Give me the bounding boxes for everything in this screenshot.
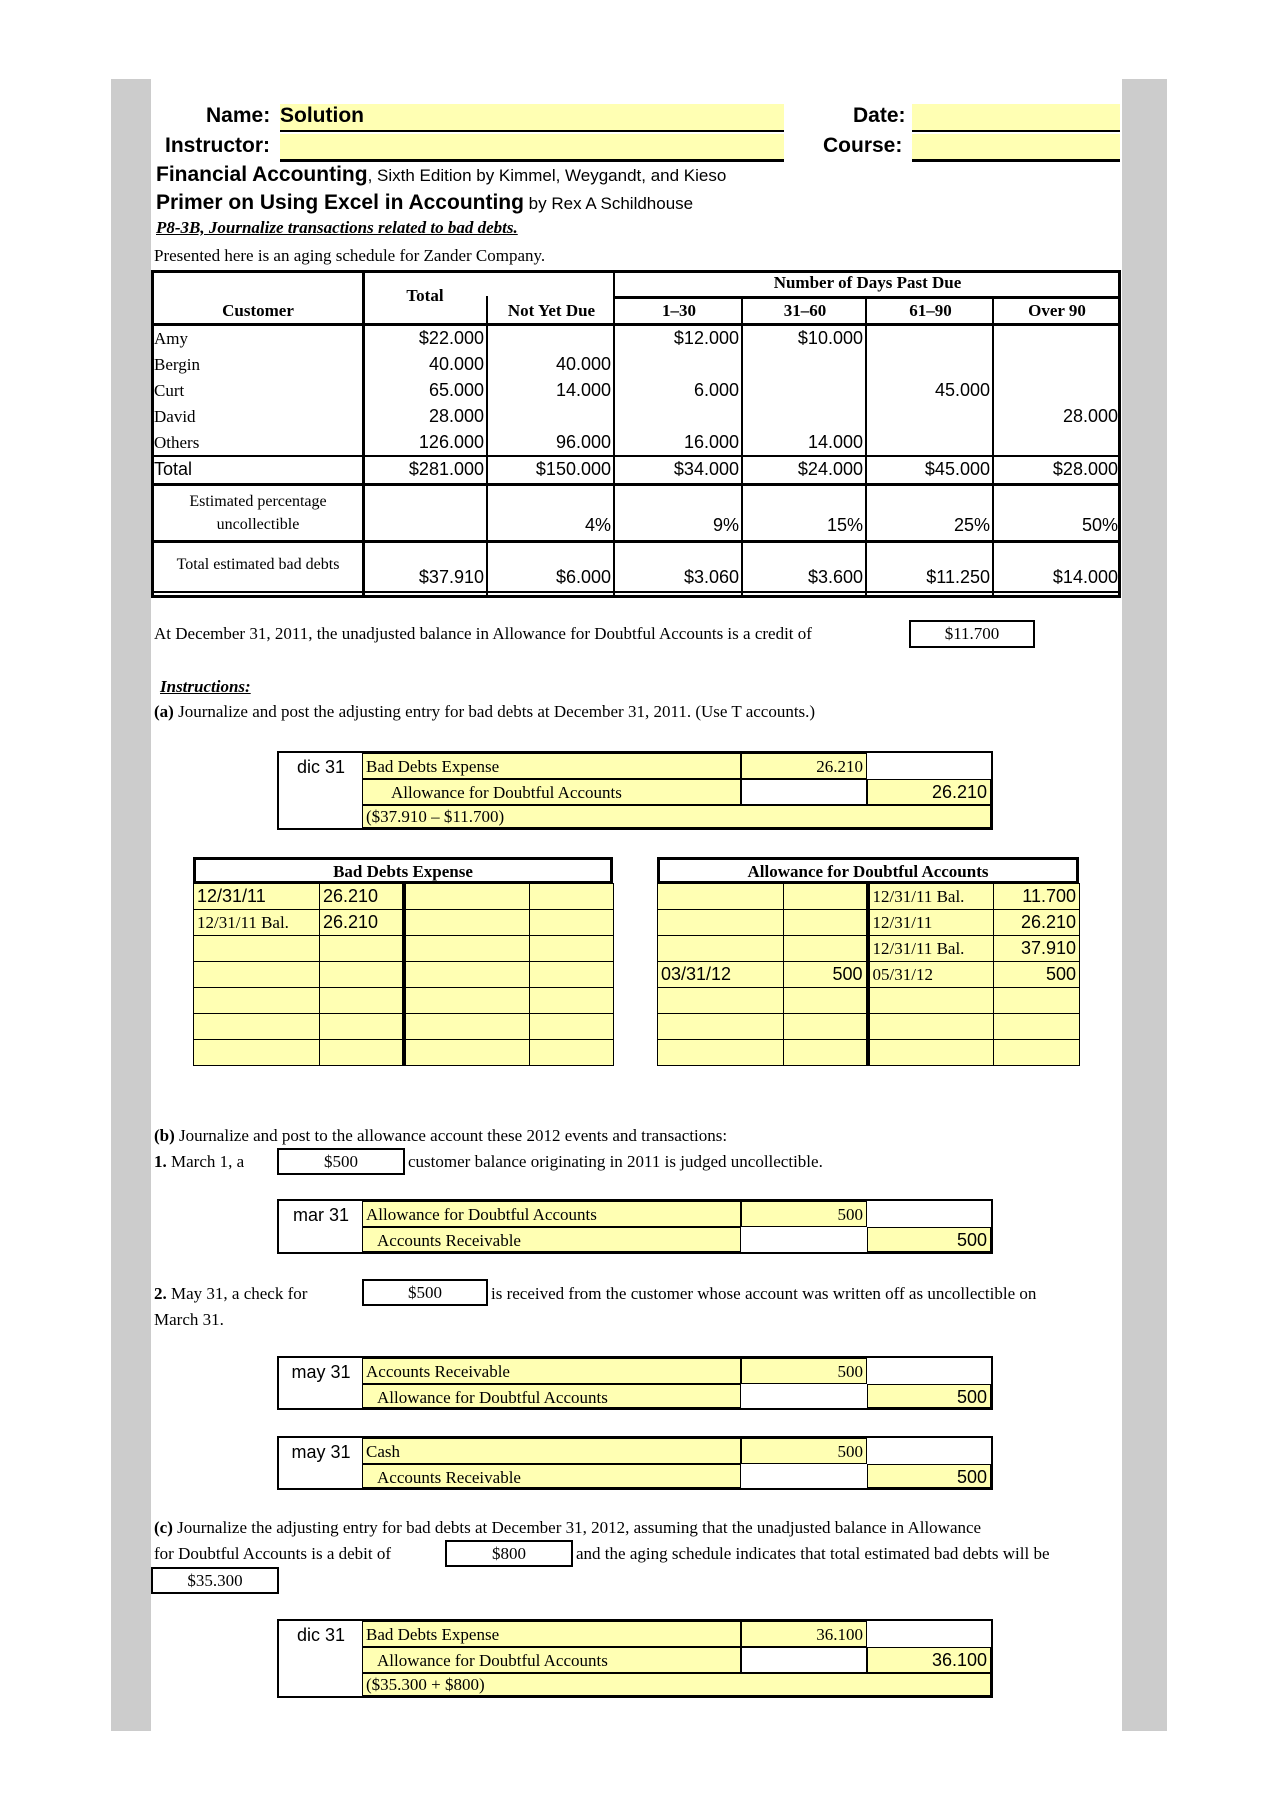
schedule-total-cell: $45.000 (924, 459, 990, 479)
schedule-value-cell (615, 352, 739, 377)
schedule-value-cell: $12.000 (673, 328, 739, 348)
journal-b3-credit-account: Accounts Receivable (362, 1464, 741, 1488)
t-account-cell (994, 988, 1080, 1014)
problem-title: P8-3B, Journalize transactions related to bad debts. (156, 218, 518, 237)
part-c-debit-value: $800 (445, 1540, 573, 1567)
part-b-item1-value: $500 (277, 1148, 405, 1175)
journal-c-date: dic 31 (296, 1625, 346, 1645)
schedule-customer-cell: David (154, 407, 196, 426)
journal-c-blank (741, 1647, 867, 1673)
t-account-cell: 37.910 (994, 936, 1080, 962)
col-61-90: 61–90 (909, 301, 952, 320)
balance-value: $11.700 (909, 620, 1035, 648)
date-label: Date: (853, 104, 906, 127)
row-rule (151, 591, 1121, 593)
part-b-item1-post: customer balance originating in 2011 is judged uncollectible. (408, 1152, 823, 1171)
t-account-cell: 12/31/11 Bal. (868, 884, 994, 910)
row-rule (151, 540, 1121, 543)
journal-b2-credit-account: Allowance for Doubtful Accounts (362, 1384, 741, 1408)
schedule-value-cell: 14.000 (807, 432, 863, 452)
t-account-cell (320, 936, 404, 962)
intro-text: Presented here is an aging schedule for Zander Company. (154, 246, 546, 265)
schedule-value-cell (994, 430, 1118, 455)
t-account-row (194, 1040, 614, 1066)
instructions-label: Instructions: (160, 677, 251, 696)
t-account-cell (194, 988, 320, 1014)
t-account-row (658, 1040, 1080, 1066)
t-account-cell: 12/31/11 (868, 910, 994, 936)
t-account-cell: 500 (994, 962, 1080, 988)
schedule-est-cell: $14.000 (1052, 567, 1118, 587)
group-header-rule (615, 296, 1120, 299)
t-account-row (658, 884, 1080, 910)
t-account-cell (784, 910, 868, 936)
schedule-total-cell: $281.000 (408, 459, 484, 479)
col-1-30: 1–30 (662, 301, 696, 320)
t-account-cell (784, 988, 868, 1014)
journal-b2-date: may 31 (291, 1362, 351, 1382)
part-a-text: (a) Journalize and post the adjusting entry for bad debts at December 31, 2011. (Use T accounts.) (154, 702, 816, 721)
balance-text: At December 31, 2011, the unadjusted balance in Allowance for Doubtful Accounts is a credit of (154, 624, 812, 643)
part-b-item2-cont: March 31. (154, 1310, 224, 1329)
schedule-pct-cell: 50% (1081, 515, 1118, 535)
journal-c-debit-amount: 36.100 (741, 1621, 867, 1647)
schedule-value-cell (867, 352, 990, 377)
part-c-text2: for Doubtful Accounts is a debit of (154, 1544, 392, 1563)
schedule-customer-cell: Curt (154, 381, 185, 400)
t-account-cell (404, 884, 530, 910)
t-account-cell (320, 988, 404, 1014)
schedule-customer-cell: Bergin (154, 355, 200, 374)
schedule-value-cell (867, 326, 990, 351)
schedule-value-cell: 65.000 (428, 380, 484, 400)
part-c-estimate-value: $35.300 (151, 1567, 279, 1594)
t-account-cell (404, 962, 530, 988)
t-account-cell (784, 1040, 868, 1066)
journal-c-note: ($35.300 + $800) (362, 1673, 991, 1696)
t-account-cell (194, 962, 320, 988)
schedule-est-cell: $37.910 (418, 567, 484, 587)
schedule-est-cell: $3.600 (807, 567, 863, 587)
journal-a-debit-account: Bad Debts Expense (362, 753, 741, 779)
book2-line: Primer on Using Excel in Accounting by Rex A Schildhouse (156, 191, 694, 214)
course-field[interactable] (912, 134, 1120, 162)
schedule-customer-cell: Amy (154, 329, 188, 348)
schedule-pct-cell: 15% (826, 515, 863, 535)
schedule-value-cell (867, 430, 990, 455)
row-rule (151, 483, 1121, 486)
pct-label: Estimated percentage uncollectible (189, 493, 327, 533)
t-account-cell (530, 1014, 614, 1040)
journal-b2-debit-account: Accounts Receivable (362, 1358, 741, 1384)
t-account-cell (320, 1014, 404, 1040)
t-account-row (658, 988, 1080, 1014)
t-account-row (194, 936, 614, 962)
schedule-customer-cell: Others (154, 433, 200, 452)
schedule-value-cell: 6.000 (693, 380, 739, 400)
t-account-row (658, 1014, 1080, 1040)
schedule-total-cell: $24.000 (797, 459, 863, 479)
t-account-cell (320, 1040, 404, 1066)
t-account-cell (530, 910, 614, 936)
t-bad-debts-title: Bad Debts Expense (193, 857, 613, 883)
t-account-cell: 12/31/11 Bal. (868, 936, 994, 962)
journal-b2-credit-amount: 500 (867, 1384, 991, 1408)
schedule-total-cell: $150.000 (535, 459, 611, 479)
t-account-cell (868, 1040, 994, 1066)
date-field[interactable] (912, 104, 1120, 132)
journal-b1-debit-amount: 500 (741, 1201, 867, 1227)
schedule-est-cell: $6.000 (555, 567, 611, 587)
t-account-row (194, 884, 614, 910)
journal-a-credit-account: Allowance for Doubtful Accounts (362, 779, 741, 805)
t-account-cell (530, 884, 614, 910)
journal-b3-debit-account: Cash (362, 1438, 741, 1464)
schedule-value-cell: 16.000 (683, 432, 739, 452)
t-account-cell (404, 910, 530, 936)
t-account-cell (658, 910, 784, 936)
t-account-row (194, 1014, 614, 1040)
name-label: Name: (206, 104, 271, 127)
t-account-cell: 11.700 (994, 884, 1080, 910)
journal-c-debit-account: Bad Debts Expense (362, 1621, 741, 1647)
name-field[interactable]: Solution (280, 104, 784, 132)
t-account-cell (404, 936, 530, 962)
t-account-cell: 05/31/12 (868, 962, 994, 988)
schedule-value-cell (488, 326, 611, 351)
schedule-value-cell (743, 404, 863, 429)
journal-a-blank (741, 779, 867, 805)
schedule-pct-cell: 25% (953, 515, 990, 535)
part-b-item1: 1. March 1, a (154, 1152, 245, 1171)
schedule-value-cell: 40.000 (555, 354, 611, 374)
t-account-cell (530, 988, 614, 1014)
journal-b2-debit-amount: 500 (741, 1358, 867, 1384)
journal-b1-credit-amount: 500 (867, 1227, 991, 1252)
t-account-cell (530, 962, 614, 988)
journal-b1-debit-account: Allowance for Doubtful Accounts (362, 1201, 741, 1227)
part-c-text2-post: and the aging schedule indicates that total estimated bad debts will be (576, 1544, 1050, 1563)
t-account-cell (404, 988, 530, 1014)
col-31-60: 31–60 (783, 301, 827, 320)
schedule-est-cell: $3.060 (683, 567, 739, 587)
col-customer: Customer (222, 301, 294, 320)
instructor-field[interactable] (280, 134, 784, 162)
schedule-value-cell (994, 352, 1118, 377)
t-account-allowance (657, 857, 1079, 1066)
t-account-cell (868, 988, 994, 1014)
schedule-value-cell: 45.000 (934, 380, 990, 400)
schedule-value-cell (994, 326, 1118, 351)
journal-c-credit-amount: 36.100 (867, 1647, 991, 1673)
t-account-row (658, 910, 1080, 936)
book1-line: Financial Accounting, Sixth Edition by Kimmel, Weygandt, and Kieso (156, 163, 727, 186)
t-account-cell (868, 1014, 994, 1040)
t-account-cell (404, 1014, 530, 1040)
t-bad-debts-table (193, 883, 614, 1066)
t-account-cell (994, 1040, 1080, 1066)
t-account-row (658, 962, 1080, 988)
journal-a-date: dic 31 (296, 757, 346, 777)
part-c-text1: (c) Journalize the adjusting entry for bad debts at December 31, 2012, assuming that the unadjusted balance in Allowance (154, 1518, 982, 1537)
schedule-est-cell: $11.250 (926, 567, 990, 587)
schedule-value-cell: $22.000 (418, 328, 484, 348)
t-account-cell: 12/31/11 Bal. (194, 910, 320, 936)
schedule-value-cell (743, 378, 863, 403)
schedule-value-cell: 40.000 (428, 354, 484, 374)
col-not-yet-due: Not Yet Due (507, 301, 596, 320)
t-account-cell (994, 1014, 1080, 1040)
t-account-cell (404, 1040, 530, 1066)
est-label: Total estimated bad debts (176, 556, 340, 573)
journal-c-credit-account: Allowance for Doubtful Accounts (362, 1647, 741, 1673)
t-account-cell (658, 988, 784, 1014)
t-account-cell: 26.210 (994, 910, 1080, 936)
schedule-pct-cell: 9% (712, 515, 739, 535)
schedule-total-cell: $34.000 (673, 459, 739, 479)
t-account-cell (658, 1014, 784, 1040)
t-account-cell (784, 936, 868, 962)
t-account-cell (194, 1040, 320, 1066)
t-account-cell (658, 884, 784, 910)
t-account-row (658, 936, 1080, 962)
schedule-pct-cell: 4% (584, 515, 611, 535)
journal-a-credit-amount: 26.210 (867, 779, 991, 805)
t-account-cell (320, 962, 404, 988)
t-account-row (194, 962, 614, 988)
schedule-total-cell: Total (154, 459, 193, 479)
t-account-cell (194, 1014, 320, 1040)
journal-b3-credit-amount: 500 (867, 1464, 991, 1488)
t-account-cell (658, 936, 784, 962)
schedule-total-cell: $28.000 (1052, 459, 1118, 479)
t-account-row (194, 910, 614, 936)
t-account-cell (530, 1040, 614, 1066)
t-account-bad-debts (193, 857, 613, 1066)
journal-a-debit-amount: 26.210 (741, 753, 867, 779)
part-b-text: (b) Journalize and post to the allowance account these 2012 events and transactions: (154, 1126, 728, 1145)
t-account-cell: 500 (784, 962, 868, 988)
t-account-cell (194, 936, 320, 962)
t-allowance-title: Allowance for Doubtful Accounts (657, 857, 1079, 883)
t-allowance-table (657, 883, 1080, 1066)
schedule-value-cell: 126.000 (418, 432, 484, 452)
t-account-cell: 12/31/11 (194, 884, 320, 910)
journal-b1-date: mar 31 (292, 1205, 350, 1225)
schedule-value-cell (743, 352, 863, 377)
journal-b3-debit-amount: 500 (741, 1438, 867, 1464)
journal-b3-date: may 31 (291, 1442, 351, 1462)
schedule-value-cell: 14.000 (555, 380, 611, 400)
col-over-90: Over 90 (1028, 301, 1086, 320)
schedule-value-cell: 28.000 (1062, 406, 1118, 426)
t-account-cell (530, 936, 614, 962)
schedule-value-cell: 96.000 (555, 432, 611, 452)
t-account-cell (784, 884, 868, 910)
journal-b1-credit-account: Accounts Receivable (362, 1227, 741, 1252)
part-b-item2-value: $500 (362, 1279, 488, 1306)
schedule-value-cell (615, 404, 739, 429)
t-account-cell: 26.210 (320, 884, 404, 910)
schedule-value-cell (994, 378, 1118, 403)
t-account-row (194, 988, 614, 1014)
schedule-value-cell: 28.000 (428, 406, 484, 426)
t-account-cell: 26.210 (320, 910, 404, 936)
schedule-value-cell: $10.000 (797, 328, 863, 348)
schedule-value-cell (488, 404, 611, 429)
days-past-due-header: Number of Days Past Due (773, 273, 962, 292)
col-total: Total (406, 286, 444, 305)
schedule-value-cell (867, 404, 990, 429)
instructor-label: Instructor: (165, 134, 270, 157)
part-b-item2: 2. May 31, a check for (154, 1284, 308, 1303)
t-account-cell (784, 1014, 868, 1040)
journal-a-note: ($37.910 – $11.700) (362, 805, 991, 828)
t-account-cell: 03/31/12 (658, 962, 784, 988)
course-label: Course: (823, 134, 903, 157)
part-b-item2-post: is received from the customer whose account was written off as uncollectible on (491, 1284, 1037, 1303)
t-account-cell (658, 1040, 784, 1066)
